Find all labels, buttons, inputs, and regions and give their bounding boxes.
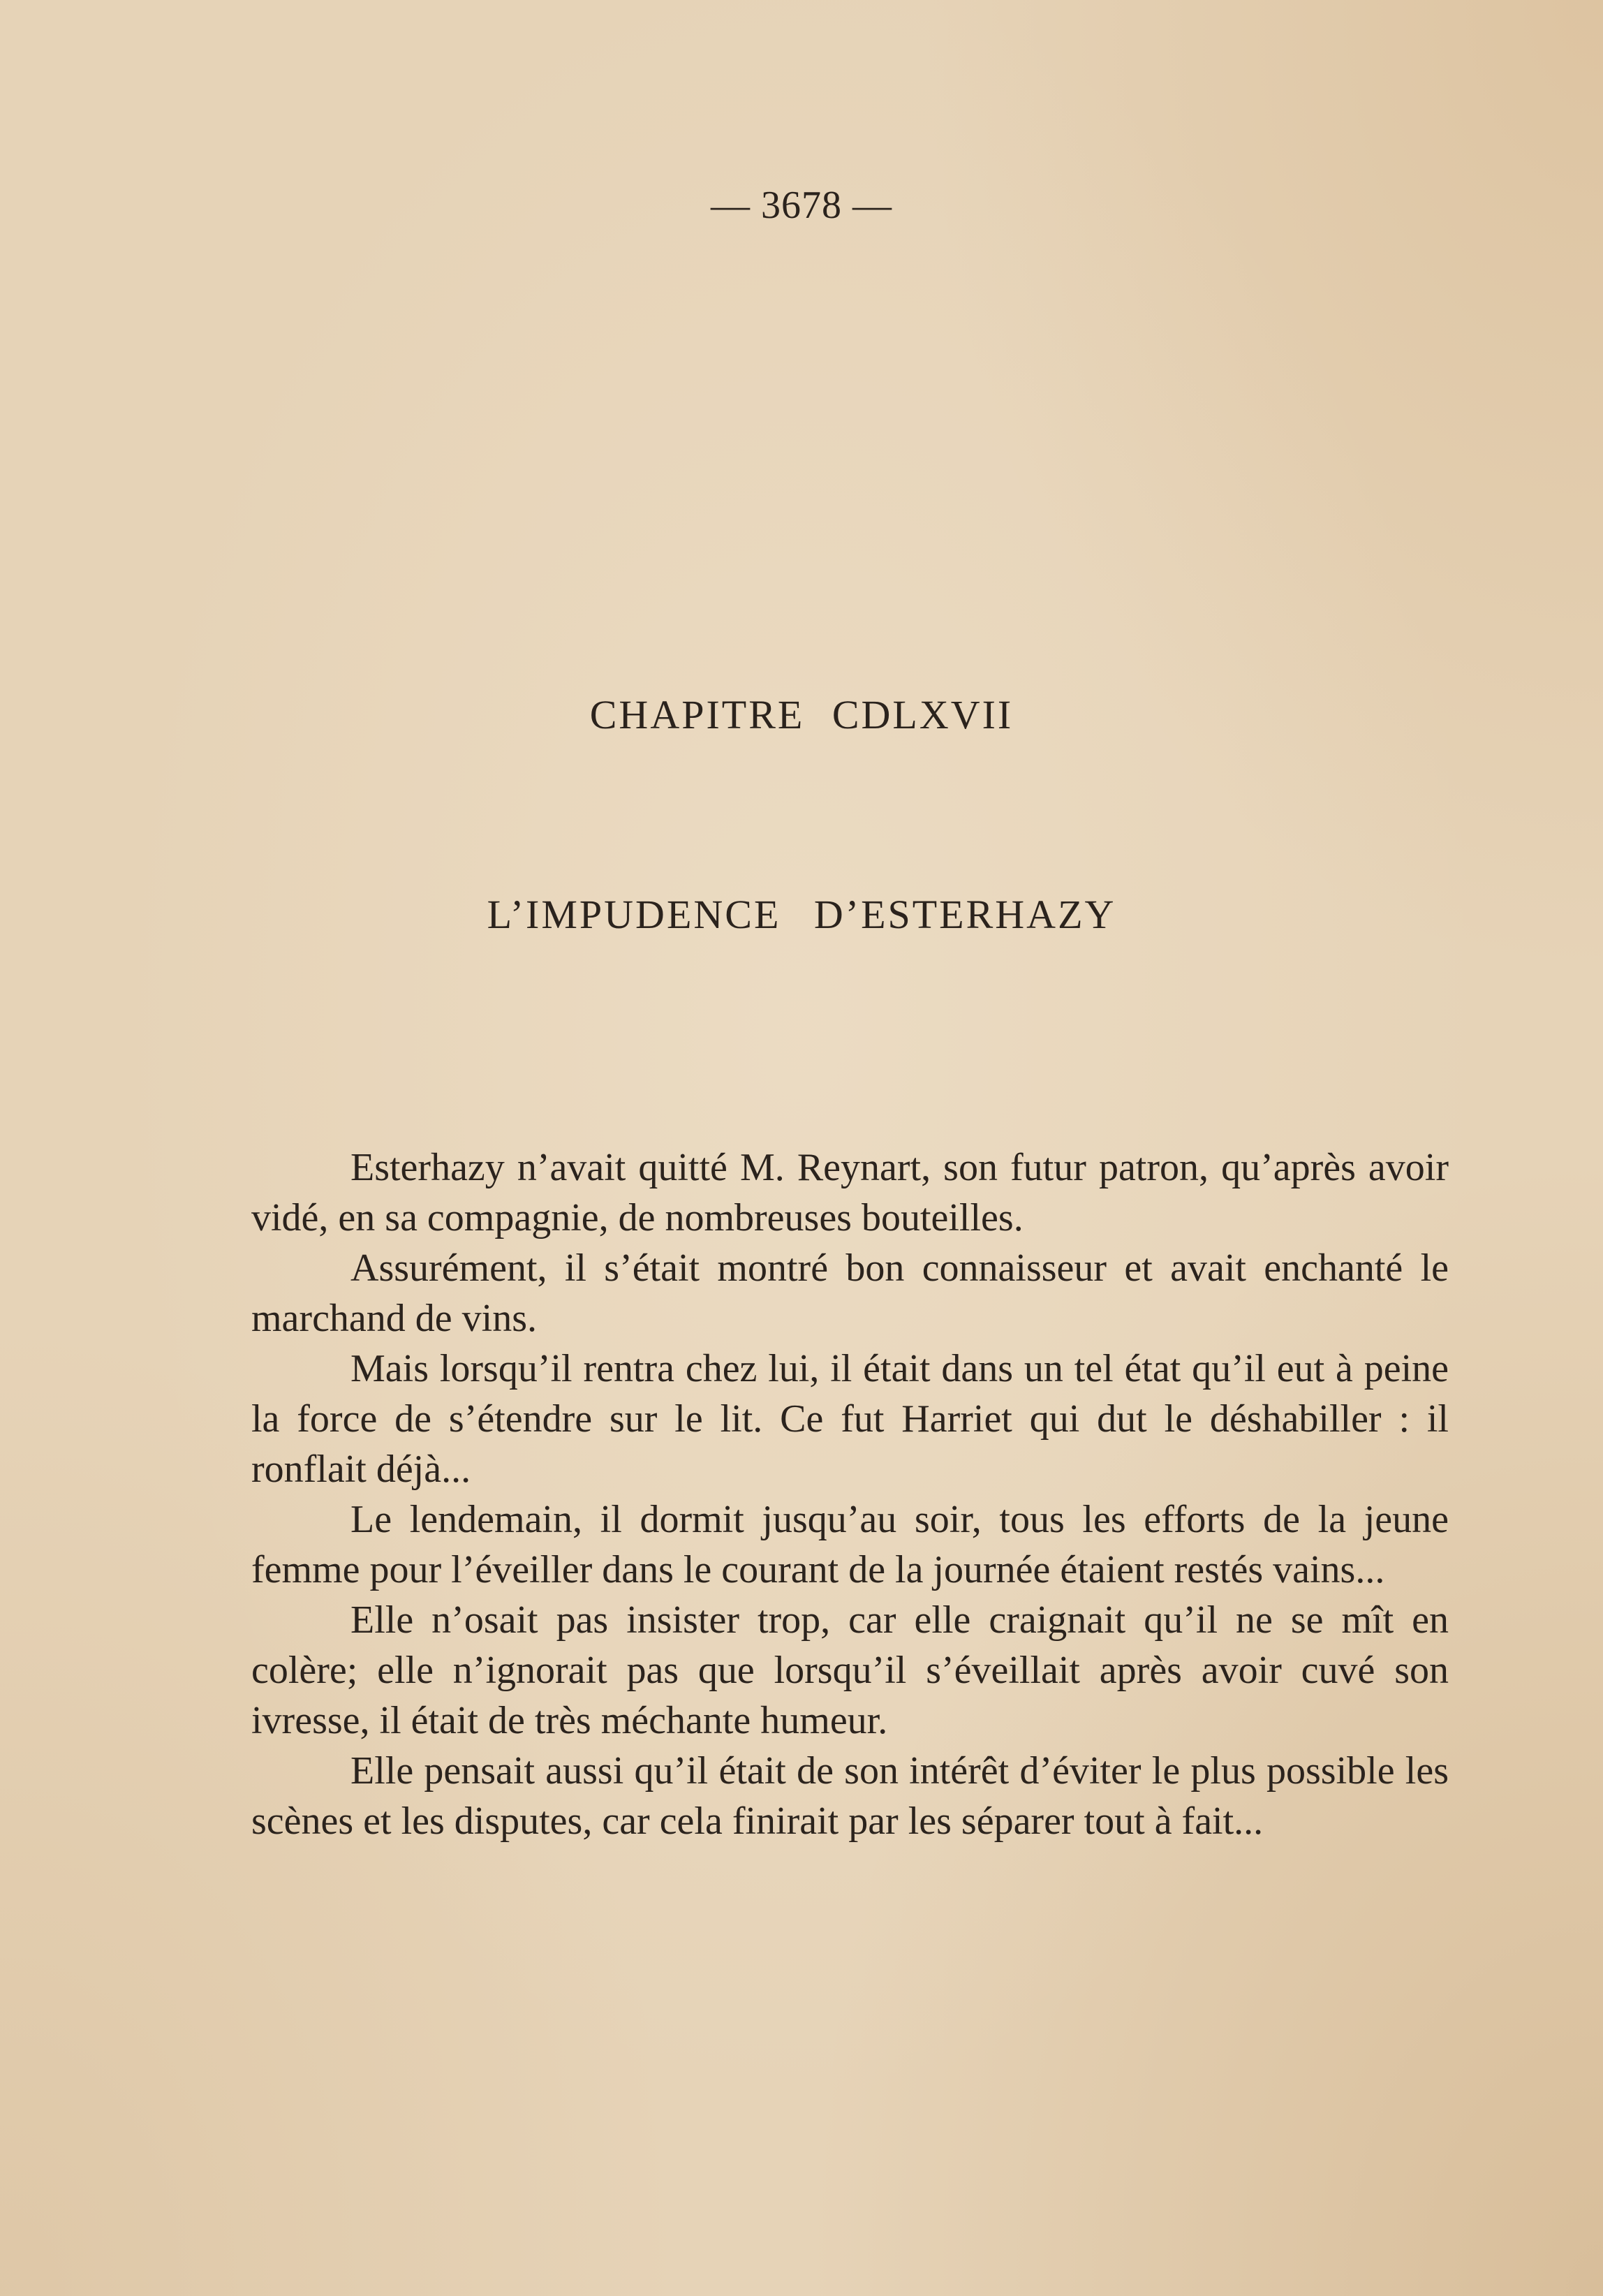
paragraph: Elle pensait aussi qu’il était de son intérêt d’éviter le plus possible les scènes et les disputes, car cela finirait par les séparer tout à fait... — [251, 1749, 1449, 1843]
paragraph: Assurément, il s’était montré bon connaisseur et avait enchanté le marchand de vins. — [251, 1246, 1449, 1340]
page-number: — 3678 — — [711, 184, 892, 227]
paragraph: Le lendemain, il dormit jusqu’au soir, tous les efforts de la jeune femme pour l’éveiller dans le courant de la journée étaient restés vains... — [251, 1498, 1449, 1591]
chapter-heading: CHAPITRE CDLXVII — [589, 692, 1014, 737]
paragraph: Esterhazy n’avait quitté M. Reynart, son futur patron, qu’après avoir vidé, en sa compagnie, de nombreuses bouteilles. — [251, 1146, 1449, 1239]
body-text — [251, 1142, 1449, 1846]
paragraph: Mais lorsqu’il rentra chez lui, il était dans un tel état qu’il eut à peine la force de s’étendre sur le lit. Ce fut Harriet qui dut le déshabiller : il ronflait déjà... — [251, 1347, 1449, 1491]
paragraph: Elle n’osait pas insister trop, car elle craignait qu’il ne se mît en colère; elle n’ignorait pas que lorsqu’il s’éveillait après avoir cuvé son ivresse, il était de très méchante humeur. — [251, 1598, 1449, 1742]
chapter-title: L’IMPUDENCE D’ESTERHAZY — [487, 892, 1116, 937]
